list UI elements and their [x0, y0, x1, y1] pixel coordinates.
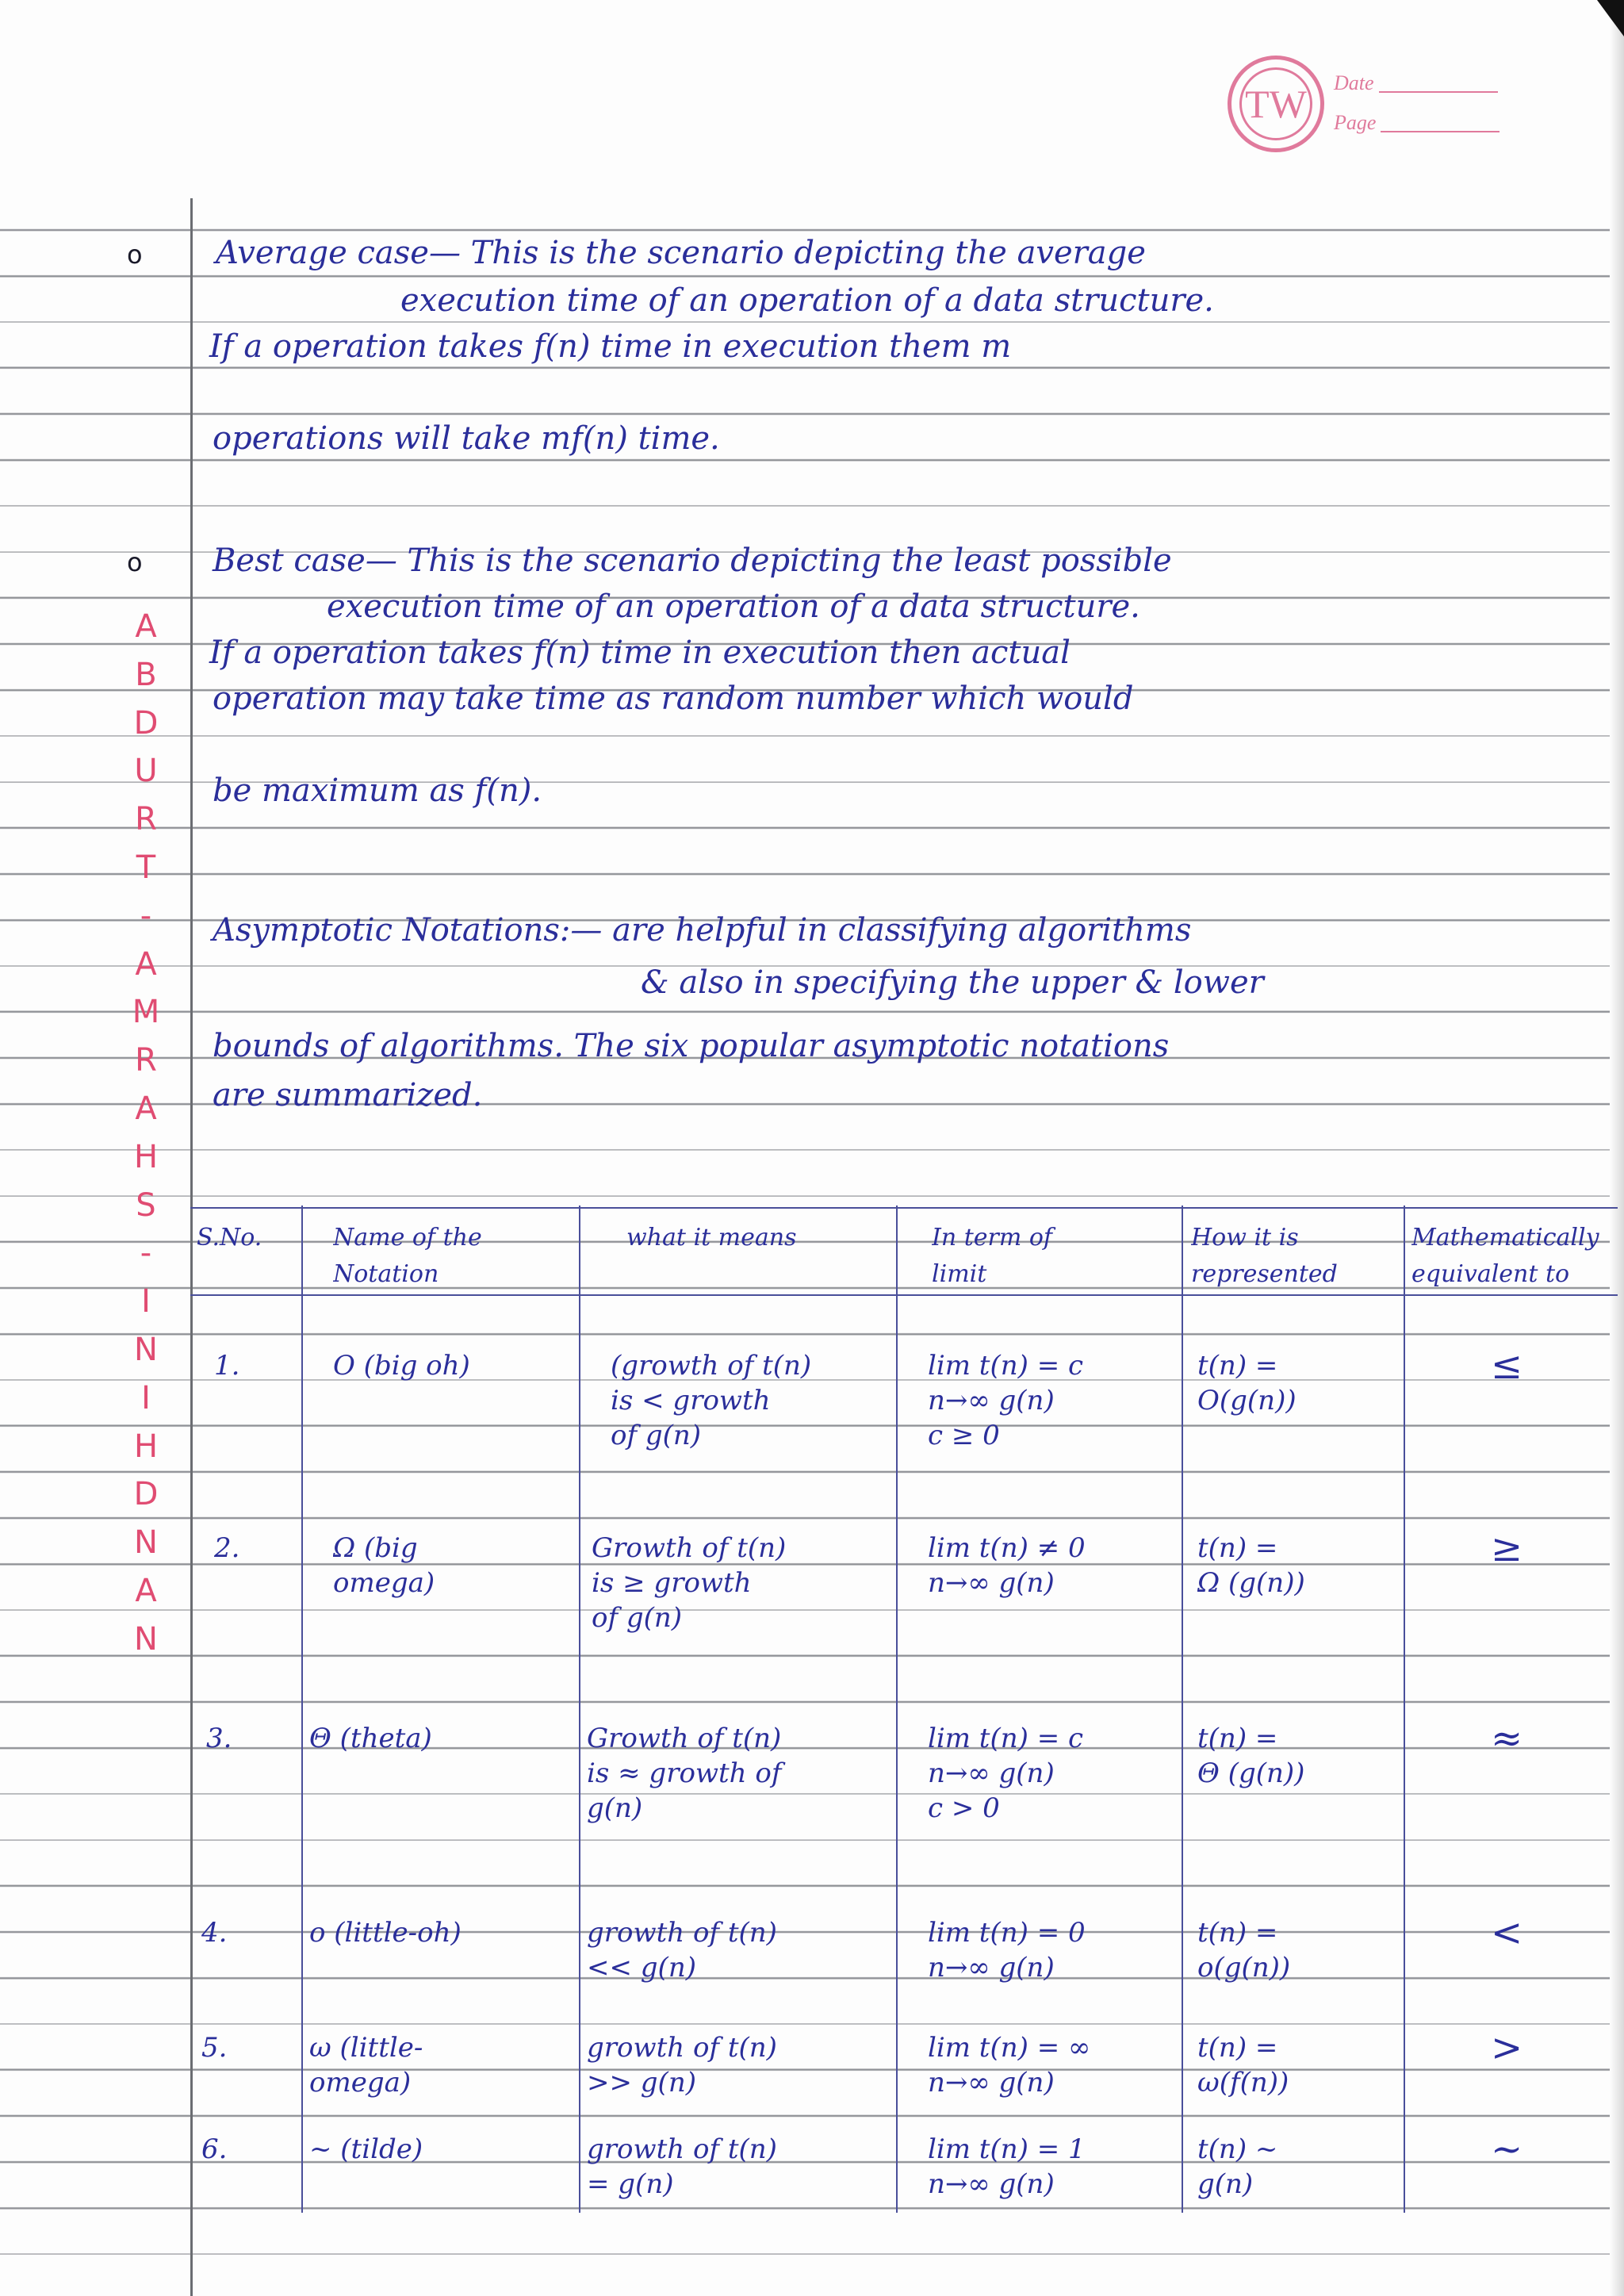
column-divider [896, 1205, 898, 2213]
header-limit: In term of limit [932, 1224, 1053, 1288]
best-case-line-2: execution time of an operation of a data structure. [327, 588, 1140, 625]
best-case-line-5: be maximum as f(n). [213, 772, 542, 809]
margin-letter: B [135, 656, 157, 693]
best-case-line-4: operation may take time as random number which would [213, 680, 1134, 717]
page-field [1334, 111, 1500, 135]
asymptotic-line-2: & also in specifying the upper & lower [641, 964, 1264, 1001]
table-cell-equivalent: < [1491, 1915, 1523, 1955]
table-cell-meaning: Growth of t(n) is ≈ growth of g(n) [587, 1723, 782, 1824]
page-number-label: Page [1334, 111, 1377, 134]
table-cell-equivalent: > [1491, 2030, 1523, 2070]
header-equivalent: Mathematically equivalent to [1411, 1224, 1599, 1288]
best-case-line-3: If a operation takes f(n) time in execution then actual [209, 634, 1071, 671]
bullet-best-case: o [127, 547, 143, 577]
column-divider [1182, 1205, 1183, 2213]
header-sno: S.No. [197, 1224, 262, 1251]
table-cell-representation: t(n) ~ g(n) [1197, 2133, 1278, 2200]
margin-letter: H [133, 1138, 159, 1175]
asymptotic-line-3: bounds of algorithms. The six popular asymptotic notations [213, 1028, 1170, 1064]
table-cell-meaning: growth of t(n) = g(n) [587, 2133, 777, 2200]
table-cell-representation: t(n) = ω(f(n)) [1197, 2032, 1289, 2099]
page-header-area [0, 0, 1624, 198]
margin-letter: - [140, 897, 152, 934]
column-divider [579, 1205, 580, 2213]
date-label: Date [1334, 71, 1374, 94]
date-rule [1379, 91, 1498, 93]
average-case-line-1: Average case— This is the scenario depicting the average [216, 235, 1146, 271]
table-cell-name: o (little-oh) [309, 1917, 462, 1949]
table-cell-sno: 1. [214, 1350, 240, 1382]
header-name: Name of the Notation [333, 1224, 482, 1288]
margin-letter: A [135, 1090, 157, 1127]
average-case-line-2: execution time of an operation of a data structure. [400, 282, 1214, 319]
header-representation: How it is represented [1191, 1224, 1338, 1288]
table-cell-limit: lim t(n) = ∞ n→∞ g(n) [928, 2032, 1091, 2099]
table-cell-sno: 6. [201, 2133, 228, 2165]
header-meaning: what it means [626, 1224, 797, 1251]
column-divider [1404, 1205, 1405, 2213]
margin-letter: A [135, 608, 157, 645]
bullet-average-case: o [127, 240, 143, 270]
asymptotic-line-1: Asymptotic Notations:— are helpful in classifying algorithms [213, 912, 1192, 949]
table-cell-sno: 2. [214, 1532, 240, 1564]
table-cell-sno: 5. [201, 2032, 228, 2064]
table-cell-name: ω (little- omega) [309, 2032, 423, 2099]
margin-letter: N [134, 1524, 158, 1562]
margin-letter: I [141, 1379, 151, 1416]
table-cell-representation: t(n) = o(g(n)) [1197, 1917, 1291, 1984]
margin-letter: S [136, 1186, 156, 1224]
margin-letter: U [134, 753, 158, 790]
average-case-line-3: If a operation takes f(n) time in execution them m [209, 328, 1012, 365]
table-cell-name: Ω (big omega) [333, 1532, 435, 1599]
margin-letter: H [133, 1428, 159, 1465]
table-cell-representation: t(n) = Θ (g(n)) [1197, 1723, 1305, 1789]
asymptotic-line-4: are summarized. [213, 1077, 483, 1114]
table-cell-name: Θ (theta) [309, 1723, 432, 1754]
table-cell-limit: lim t(n) = c n→∞ g(n) c > 0 [928, 1723, 1084, 1824]
margin-letter: A [135, 1572, 157, 1609]
page-corner [1597, 0, 1624, 36]
table-cell-limit: lim t(n) = 0 n→∞ g(n) [928, 1917, 1086, 1984]
margin-letter: R [135, 1042, 157, 1079]
table-cell-limit: lim t(n) = c n→∞ g(n) c ≥ 0 [928, 1350, 1084, 1451]
table-cell-meaning: Growth of t(n) is ≥ growth of g(n) [592, 1532, 787, 1634]
table-cell-sno: 4. [201, 1917, 228, 1949]
header-underline [190, 1294, 1618, 1296]
margin-letter: A [135, 945, 157, 983]
margin-letter: - [140, 1235, 152, 1272]
margin-letter: R [135, 801, 157, 838]
column-divider [301, 1205, 303, 2213]
table-cell-limit: lim t(n) ≠ 0 n→∞ g(n) [928, 1532, 1086, 1599]
table-cell-equivalent: ≤ [1491, 1348, 1523, 1388]
table-cell-meaning: (growth of t(n) is < growth of g(n) [611, 1350, 812, 1451]
table-cell-representation: t(n) = O(g(n)) [1197, 1350, 1297, 1416]
table-cell-sno: 3. [206, 1723, 232, 1754]
table-cell-equivalent: ~ [1491, 2132, 1523, 2171]
table-cell-name: O (big oh) [333, 1350, 470, 1382]
table-cell-meaning: growth of t(n) >> g(n) [587, 2032, 777, 2099]
date-field [1334, 71, 1498, 95]
table-cell-name: ~ (tilde) [309, 2133, 423, 2165]
best-case-line-1: Best case— This is the scenario depicting the least possible [213, 542, 1172, 579]
table-cell-meaning: growth of t(n) << g(n) [587, 1917, 777, 1984]
margin-letter: I [141, 1283, 151, 1320]
margin-letter: D [133, 1476, 159, 1513]
average-case-line-4: operations will take mf(n) time. [213, 420, 720, 457]
margin-letter: D [133, 704, 159, 742]
logo-text: TW [1239, 67, 1312, 140]
margin-vertical-text [114, 603, 178, 1664]
table-cell-equivalent: ≈ [1491, 1721, 1523, 1761]
table-top-rule [190, 1207, 1618, 1209]
margin-letter: M [132, 994, 160, 1031]
notations-table [190, 1205, 1618, 2213]
page-rule [1381, 131, 1500, 132]
margin-letter: N [134, 1620, 158, 1658]
notebook-logo [1228, 56, 1324, 152]
table-cell-equivalent: ≥ [1491, 1531, 1523, 1570]
table-cell-representation: t(n) = Ω (g(n)) [1197, 1532, 1305, 1599]
margin-letter: T [136, 849, 156, 886]
margin-letter: N [134, 1331, 158, 1368]
table-cell-limit: lim t(n) = 1 n→∞ g(n) [928, 2133, 1086, 2200]
